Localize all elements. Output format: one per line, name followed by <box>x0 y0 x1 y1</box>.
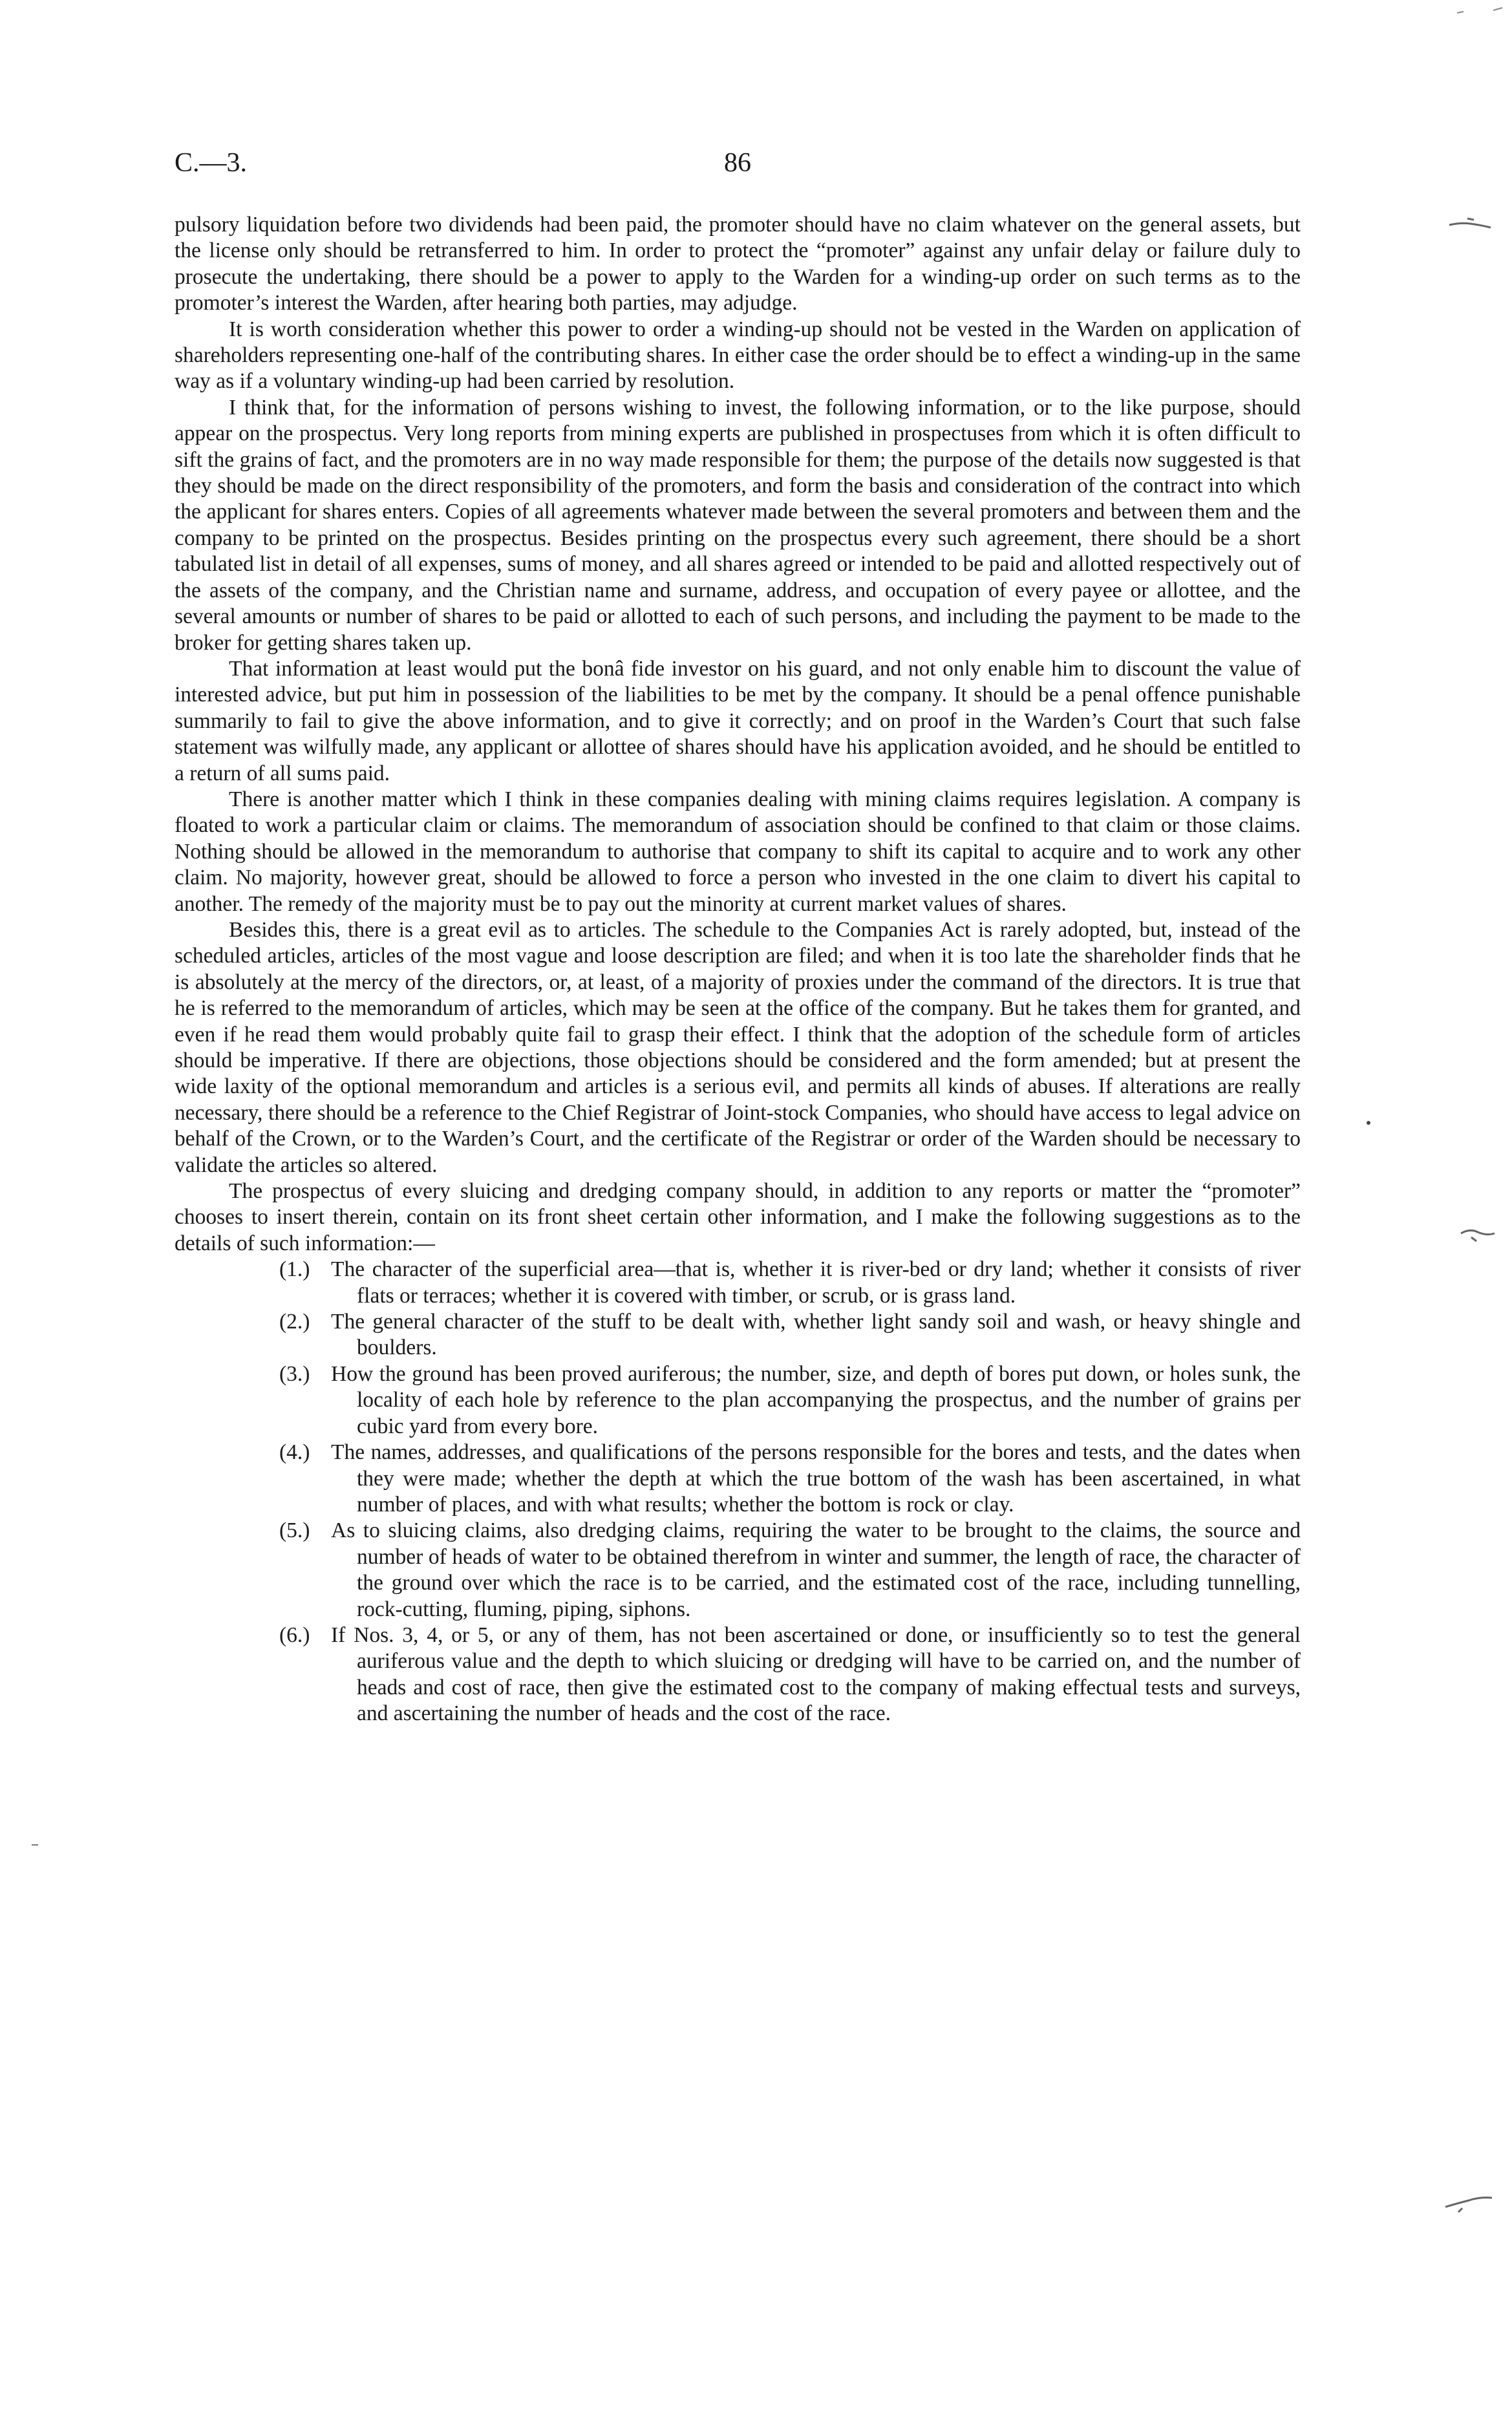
list-text: The character of the superficial area—that is, whether it is river-bed or dry land; whether it consists of river flats or terraces; whether it is covered with timber, or scrub, or is grass land. <box>331 1257 1301 1308</box>
list-item <box>175 1623 1301 1727</box>
list-number: (1.) <box>279 1257 310 1282</box>
list-item <box>175 1309 1301 1361</box>
list-item <box>175 1518 1301 1623</box>
list-item <box>175 1440 1301 1518</box>
paragraph-2: It is worth consideration whether this power to order a winding-up should not be vested in the Warden on application of shareholders representing one-half of the contributing shares. In either case the order should be to effect a winding-up in the same way as if a voluntary winding-up had been carried by resolution. <box>175 317 1301 394</box>
paragraph-3: I think that, for the information of persons wishing to invest, the following information, or to the like purpose, should appear on the prospectus. Very long reports from mining experts are published in prospectuses from which it is often difficult to sift the grains of fact, and the promoters are in no way made responsible for them; the purpose of the details now suggested is that they should be made on the direct responsibility of the promoters, and form the basis and consideration of the contract into which the applicant for shares enters. Copies of all agreements whatever made between the several promoters and between them and the company to be printed on the prospectus. Besides printing on the prospectus every such agreement, there should be a short tabulated list in detail of all expenses, sums of money, and all shares agreed or intended to be paid and allotted respectively out of the assets of the company, and the Christian name and surname, address, and occupation of every payee or allottee, and the several amounts or number of shares to be paid or allotted to each of such persons, and including the payment to be made to the broker for getting shares taken up. <box>175 395 1301 655</box>
margin-mark-icon <box>1458 1224 1497 1244</box>
corner-mark-icon <box>1454 5 1506 18</box>
list-number: (2.) <box>279 1310 310 1334</box>
list-number: (6.) <box>279 1623 310 1647</box>
margin-mark-icon <box>1448 213 1493 233</box>
list-number: (4.) <box>279 1440 310 1465</box>
list-text: The general character of the stuff to be dealt with, whether light sandy soil and wash, or heavy shingle and boulders. <box>331 1310 1301 1360</box>
list-number: (3.) <box>279 1361 310 1386</box>
page-header <box>175 144 1301 189</box>
page-number: 86 <box>724 148 751 178</box>
list-text: How the ground has been proved auriferous; the number, size, and depth of bores put down, or holes sunk, the locality of each hole by reference to the plan accompanying the prospectus, and the number of grains per cubic yard from every bore. <box>331 1361 1301 1438</box>
margin-dot-icon <box>1365 1120 1372 1126</box>
paragraph-1: pulsory liquidation before two dividends had been paid, the promoter should have no claim whatever on the general assets, but the license only should be retransferred to him. In order to protect the “promoter” against any unfair delay or failure duly to prosecute the undertaking, there should be a power to apply to the Warden for a winding-up order on such terms as to the promoter’s interest the Warden, after hearing both parties, may adjudge. <box>175 213 1301 315</box>
list-item <box>175 1257 1301 1309</box>
suggestion-list <box>175 1257 1301 1727</box>
list-text: If Nos. 3, 4, or 5, or any of them, has not been ascertained or done, or insufficiently so to test the general auriferous value and the depth to which sluicing or dredging will have to be carried on, and the number of heads and cost of race, then give the estimated cost to the company of making effectual tests and surveys, and ascertaining the number of heads and the cost of the race. <box>331 1623 1301 1726</box>
list-text: As to sluicing claims, also dredging claims, requiring the water to be brought to the claims, the source and number of heads of water to be obtained therefrom in winter and summer, the length of race, the character of the ground over which the race is to be carried, and the estimated cost of the race, including tunnelling, rock-cutting, fluming, piping, siphons. <box>331 1518 1301 1621</box>
paragraph-7: The prospectus of every sluicing and dredging company should, in addition to any reports or matter the “promoter” chooses to insert therein, contain on its front sheet certain other information, and I make the following suggestions as to the details of such information:— <box>175 1179 1301 1255</box>
margin-mark-icon <box>1443 2189 1495 2215</box>
paragraph-6: Besides this, there is a great evil as to articles. The schedule to the Companies Act is rarely adopted, but, instead of the scheduled articles, articles of the most vague and loose description are filed; and when it is too late the shareholder finds that he is absolutely at the mercy of the directors, or, at least, of a majority of proxies under the command of the directors. It is true that he is referred to the memorandum of articles, which may be seen at the office of the company. But he takes them for granted, and even if he read them would probably quite fail to grasp their effect. I think that the adoption of the schedule form of articles should be imperative. If there are objections, those objections should be considered and the form amended; but at present the wide laxity of the optional memorandum and articles is a serious evil, and permits all kinds of abuses. If alterations are really necessary, there should be a reference to the Chief Registrar of Joint-stock Companies, who should have access to legal advice on behalf of the Crown, or to the Warden’s Court, and the certificate of the Registrar or order of the Warden should be necessary to validate the articles so altered. <box>175 917 1301 1177</box>
document-reference: C.—3. <box>175 148 248 178</box>
margin-dot-icon <box>31 1842 39 1848</box>
paragraph-4: That information at least would put the bonâ fide investor on his guard, and not only enable him to discount the value of interested advice, but put him in possession of the liabilities to be met by the company. It should be a penal offence punishable summarily to fail to give the above information, and to give it correctly; and on proof in the Warden’s Court that such false statement was wilfully made, any applicant or allottee of shares should have his application avoided, and he should be entitled to a return of all sums paid. <box>175 656 1301 785</box>
list-number: (5.) <box>279 1518 310 1543</box>
paragraph-5: There is another matter which I think in these companies dealing with mining claims requires legislation. A company is floated to work a particular claim or claims. The memorandum of association should be confined to that claim or those claims. Nothing should be allowed in the memorandum to authorise that company to shift its capital to acquire and to work any other claim. No majority, however great, should be allowed to force a person who invested in the one claim to divert his capital to another. The remedy of the majority must be to pay out the minority at current market values of shares. <box>175 787 1301 916</box>
document-body <box>175 212 1301 1727</box>
list-text: The names, addresses, and qualifications of the persons responsible for the bores and tests, and the dates when they were made; whether the depth at which the true bottom of the wash has been ascertained, in what number of places, and with what results; whether the bottom is rock or clay. <box>331 1440 1301 1517</box>
list-item <box>175 1361 1301 1440</box>
